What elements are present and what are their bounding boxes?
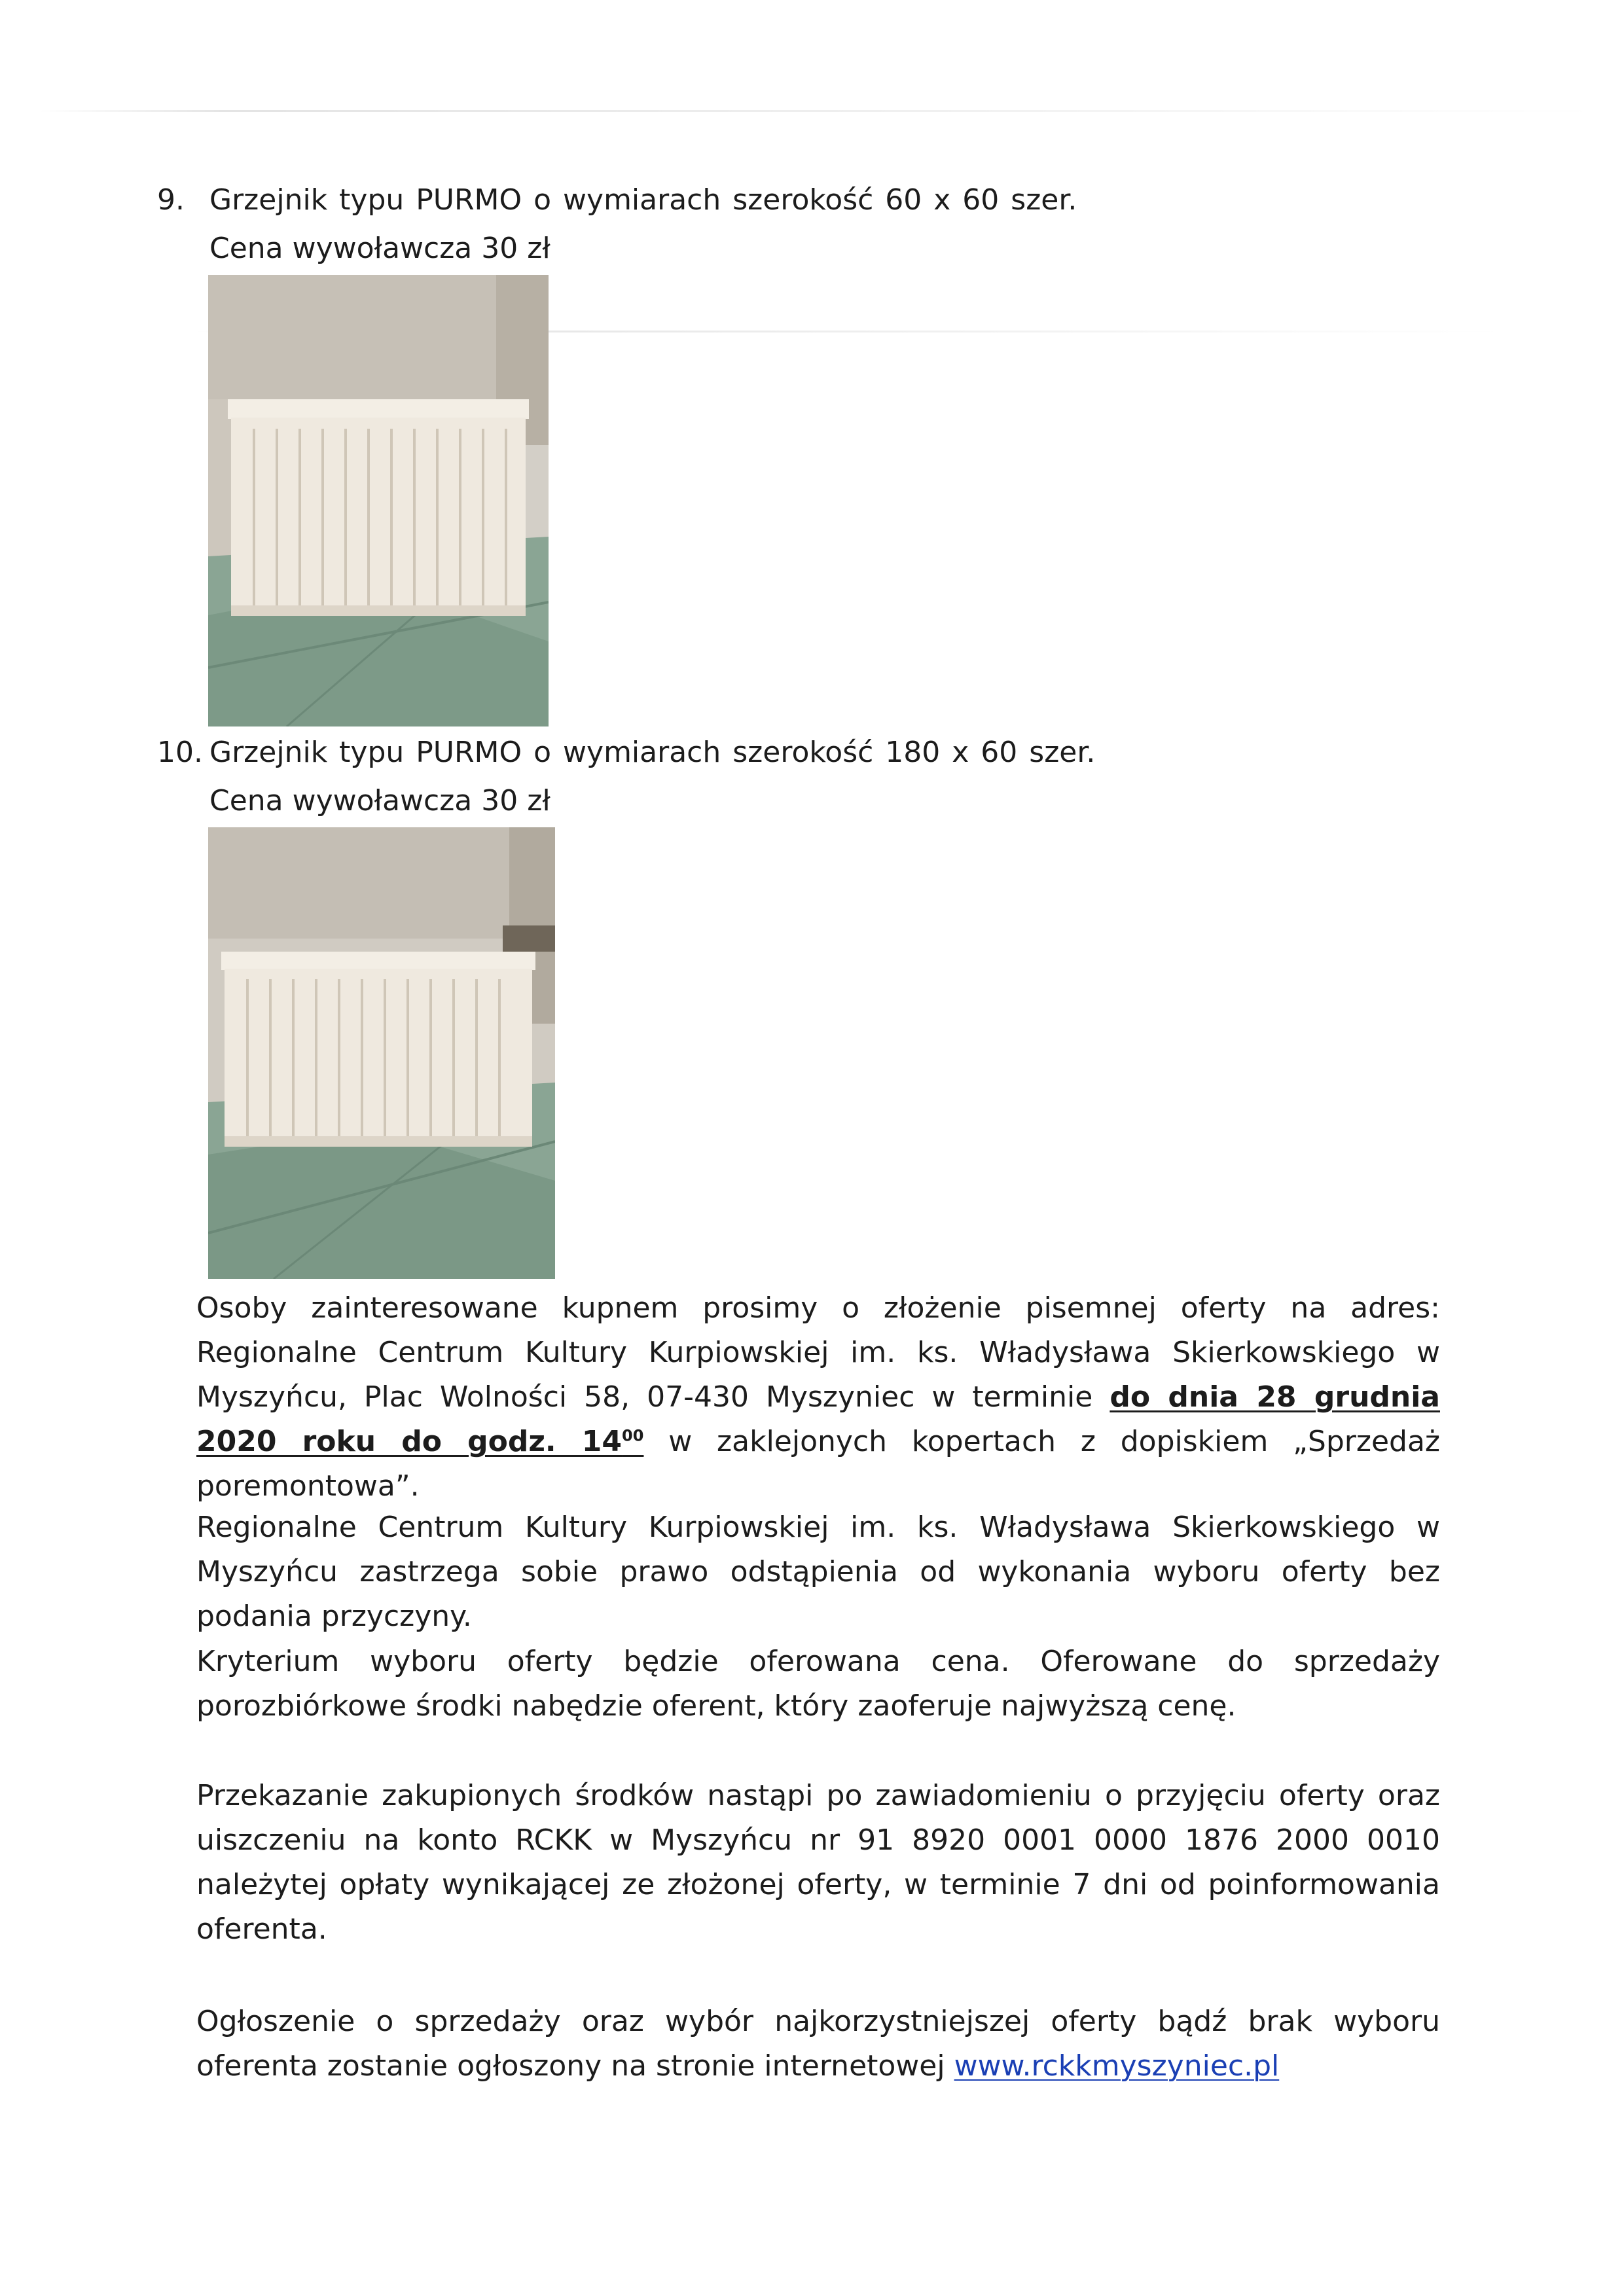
website-link[interactable]: www.rckkmyszyniec.pl bbox=[954, 2049, 1280, 2083]
item-title: Grzejnik typu PURMO o wymiarach szerokość 60 x 60 szer. bbox=[209, 183, 1077, 217]
item-title: Grzejnik typu PURMO o wymiarach szerokość 180 x 60 szer. bbox=[209, 736, 1096, 769]
item-price: Cena wywoławcza 30 zł bbox=[209, 232, 550, 265]
radiator-icon bbox=[208, 275, 549, 726]
offer-deadline-text: do dnia 28 grudnia 2020 roku do godz. 14 bbox=[196, 1380, 1440, 1458]
offer-text-continued: w zaklejonych kopertach z dopiskiem „Sprzedaż poremontowa”. bbox=[196, 1425, 1441, 1503]
item-number: 9. bbox=[157, 183, 185, 217]
radiator-photo bbox=[208, 275, 549, 726]
reservation-paragraph: Regionalne Centrum Kultury Kurpiowskiej im. ks. Władysława Skierkowskiego w Myszyńcu zastrzega sobie prawo odstąpienia od wykonania wyboru oferty bez podania przyczyny. bbox=[196, 1511, 1440, 1633]
offer-text: Osoby zainteresowane kupnem prosimy o złożenie pisemnej oferty na adres: Regionalne Centrum Kultury Kurpiowskiej im. ks. Władysława Skierkowskiego w Myszyńcu, Plac Wolności 58, 07-430 Myszyniec w terminie bbox=[196, 1291, 1440, 1414]
offer-paragraph bbox=[196, 1286, 1440, 1509]
radiator-photo bbox=[208, 827, 555, 1279]
announcement-paragraph bbox=[196, 2000, 1440, 2089]
item-heading bbox=[157, 181, 1077, 220]
item-heading bbox=[157, 733, 1095, 772]
scan-artifact-line bbox=[39, 110, 1597, 112]
radiator-icon bbox=[208, 827, 555, 1279]
announcement-text: Ogłoszenie o sprzedaży oraz wybór najkorzystniejszej oferty bądź brak wyboru oferenta zostanie ogłoszony na stronie internetowej bbox=[196, 2005, 1440, 2083]
offer-deadline-superscript: 00 bbox=[622, 1426, 644, 1445]
criterion-paragraph: Kryterium wyboru oferty będzie oferowana cena. Oferowane do sprzedaży porozbiórkowe środki nabędzie oferent, który zaoferuje najwyższą cenę. bbox=[196, 1645, 1440, 1723]
transfer-paragraph: Przekazanie zakupionych środków nastąpi po zawiadomieniu o przyjęciu oferty oraz uiszczeniu na konto RCKK w Myszyńcu nr 91 8920 0001 0000 1876 2000 0010 należytej opłaty wynikającej ze złożonej oferty, w terminie 7 dni od poinformowania oferenta. bbox=[196, 1779, 1440, 1946]
item-number: 10. bbox=[157, 736, 203, 769]
item-price: Cena wywoławcza 30 zł bbox=[209, 784, 550, 817]
